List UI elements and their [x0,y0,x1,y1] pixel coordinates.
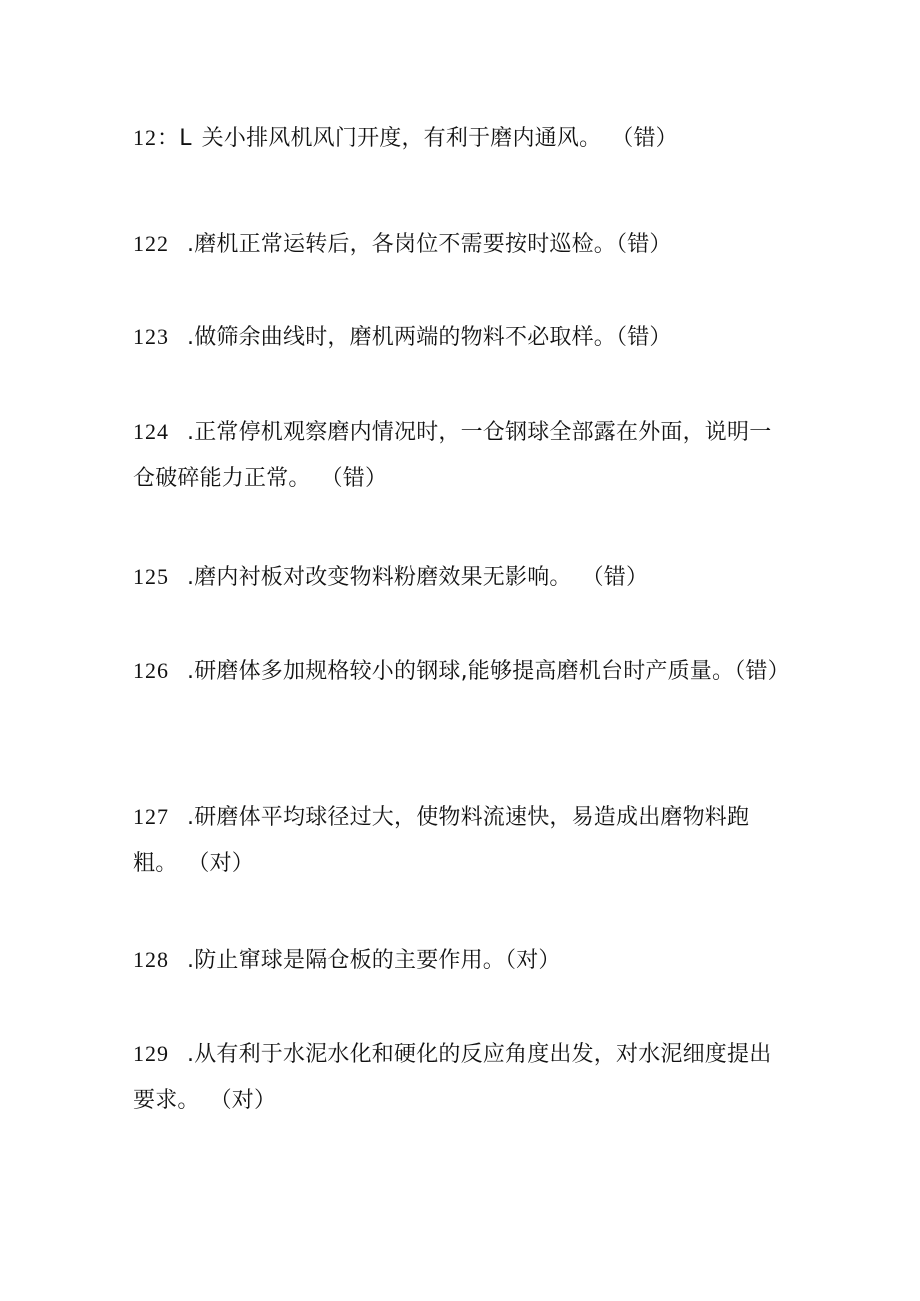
question-number: 12 [133,125,157,150]
question-text: 正常停机观察磨内情况时，一仓钢球全部露在外面，说明一仓破碎能力正常。 [133,420,772,491]
question-answer: （错） [581,565,649,590]
question-number: 122 [133,231,169,256]
question-number: 125 [133,564,169,589]
question-separator: ：L [157,126,192,151]
question-text: 研磨体平均球径过大，使物料流速快，易造成出磨物料跑粗。 [133,805,750,876]
question-number: 128 [133,947,169,972]
question-text: 研磨体多加规格较小的钢球,能够提高磨机台时产质量。 [194,659,735,684]
question-answer: （错） [611,126,678,151]
question-item [133,221,793,268]
question-answer: （错） [734,659,790,684]
question-text: 从有利于水泥水化和硬化的反应角度出发，对水泥细度提出要求。 [133,1042,772,1113]
question-number: 126 [133,658,169,683]
question-text: 磨内衬板对改变物料粉磨效果无影响。 [194,565,572,590]
question-number: 123 [133,324,169,349]
question-item [133,409,793,502]
question-item [133,115,793,162]
question-answer: （错） [616,325,672,350]
question-item [133,1031,793,1124]
question-text: 关小排风机风门开度，有利于磨内通风。 [201,126,602,151]
question-answer: （错） [320,466,388,491]
question-answer: （对） [187,851,255,876]
question-answer: （错） [616,232,672,257]
question-number: 127 [133,804,169,829]
question-item [133,937,793,984]
question-item [133,648,793,695]
question-text: 做筛余曲线时，磨机两端的物料不必取样。 [194,325,617,350]
question-separator: . [187,1042,195,1067]
question-separator: . [187,659,195,684]
question-separator: . [187,565,195,590]
question-text: 防止窜球是隔仓板的主要作用。 [194,948,506,973]
question-answer: （对） [209,1088,277,1113]
question-number: 124 [133,419,169,444]
question-item [133,314,793,361]
question-text: 磨机正常运转后，各岗位不需要按时巡检。 [194,232,617,257]
question-separator: . [187,325,195,350]
question-item [133,554,793,601]
question-separator: . [187,232,195,257]
question-number: 129 [133,1041,169,1066]
question-separator: . [187,420,195,445]
question-item [133,794,793,887]
question-separator: . [187,805,195,830]
question-separator: . [187,948,195,973]
question-answer: （对） [505,948,561,973]
